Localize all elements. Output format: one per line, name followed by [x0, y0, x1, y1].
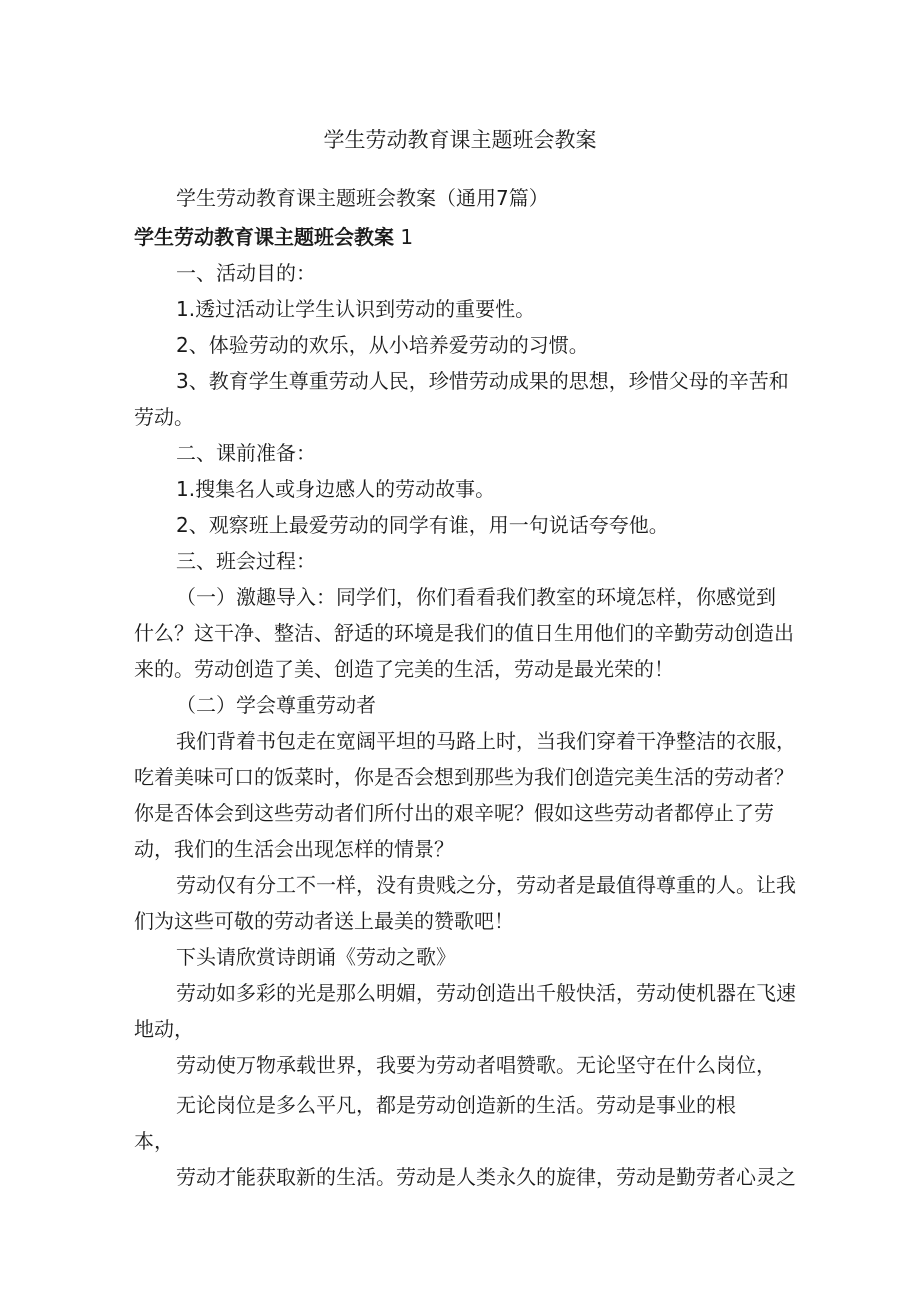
paragraph-line: 二、课前准备：	[176, 441, 316, 465]
paragraph-line: 一、活动目的：	[176, 261, 316, 285]
section-heading	[134, 222, 413, 252]
paragraph-line: 劳动。	[134, 405, 194, 429]
document-subtitle: 学生劳动教育课主题班会教案（通用7篇）	[176, 186, 549, 210]
paragraph-line: 地动，	[134, 1017, 194, 1041]
paragraph-line: 2、观察班上最爱劳动的同学有谁，用一句说话夸夸他。	[176, 513, 669, 537]
paragraph-line: 下头请欣赏诗朗诵《劳动之歌》	[176, 945, 456, 969]
paragraph-line: 我们背着书包走在宽阔平坦的马路上时，当我们穿着干净整洁的衣服，	[176, 729, 796, 753]
paragraph-line: 1.搜集名人或身边感人的劳动故事。	[176, 477, 496, 501]
paragraph-line: 动，我们的生活会出现怎样的情景？	[134, 837, 454, 861]
paragraph-line: （一）激趣导入：同学们，你们看看我们教室的环境怎样，你感觉到	[176, 585, 776, 609]
paragraph-line: 你是否体会到这些劳动者们所付出的艰辛呢？假如这些劳动者都停止了劳	[134, 801, 774, 825]
paragraph-line: 劳动才能获取新的生活。劳动是人类永久的旋律，劳动是勤劳者心灵之	[176, 1165, 796, 1189]
paragraph-line: 本，	[134, 1129, 174, 1153]
paragraph-line: 1.透过活动让学生认识到劳动的重要性。	[176, 297, 536, 321]
paragraph-line: 劳动仅有分工不一样，没有贵贱之分，劳动者是最值得尊重的人。让我	[176, 873, 796, 897]
paragraph-line: 劳动使万物承载世界，我要为劳动者唱赞歌。无论坚守在什么岗位，	[176, 1053, 776, 1077]
paragraph-line: 吃着美味可口的饭菜时，你是否会想到那些为我们创造完美生活的劳动者？	[134, 765, 794, 789]
paragraph-line: 2、体验劳动的欢乐，从小培养爱劳动的习惯。	[176, 333, 589, 357]
paragraph-line: 无论岗位是多么平凡，都是劳动创造新的生活。劳动是事业的根	[176, 1093, 736, 1117]
paragraph-line: 来的。劳动创造了美、创造了完美的生活，劳动是最光荣的！	[134, 657, 674, 681]
section-heading-text: 学生劳动教育课主题班会教案	[134, 225, 394, 249]
paragraph-line: 什么？这干净、整洁、舒适的环境是我们的值日生用他们的辛勤劳动创造出	[134, 621, 794, 645]
paragraph-line: （二）学会尊重劳动者	[176, 693, 376, 717]
paragraph-line: 劳动如多彩的光是那么明媚，劳动创造出千般快活，劳动使机器在飞速	[176, 981, 796, 1005]
paragraph-line: 们为这些可敬的劳动者送上最美的赞歌吧！	[134, 909, 514, 933]
section-heading-number: 1	[400, 225, 414, 249]
paragraph-line: 3、教育学生尊重劳动人民，珍惜劳动成果的思想，珍惜父母的辛苦和	[176, 369, 789, 393]
paragraph-line: 三、班会过程：	[176, 549, 316, 573]
document-title: 学生劳动教育课主题班会教案	[323, 128, 597, 152]
